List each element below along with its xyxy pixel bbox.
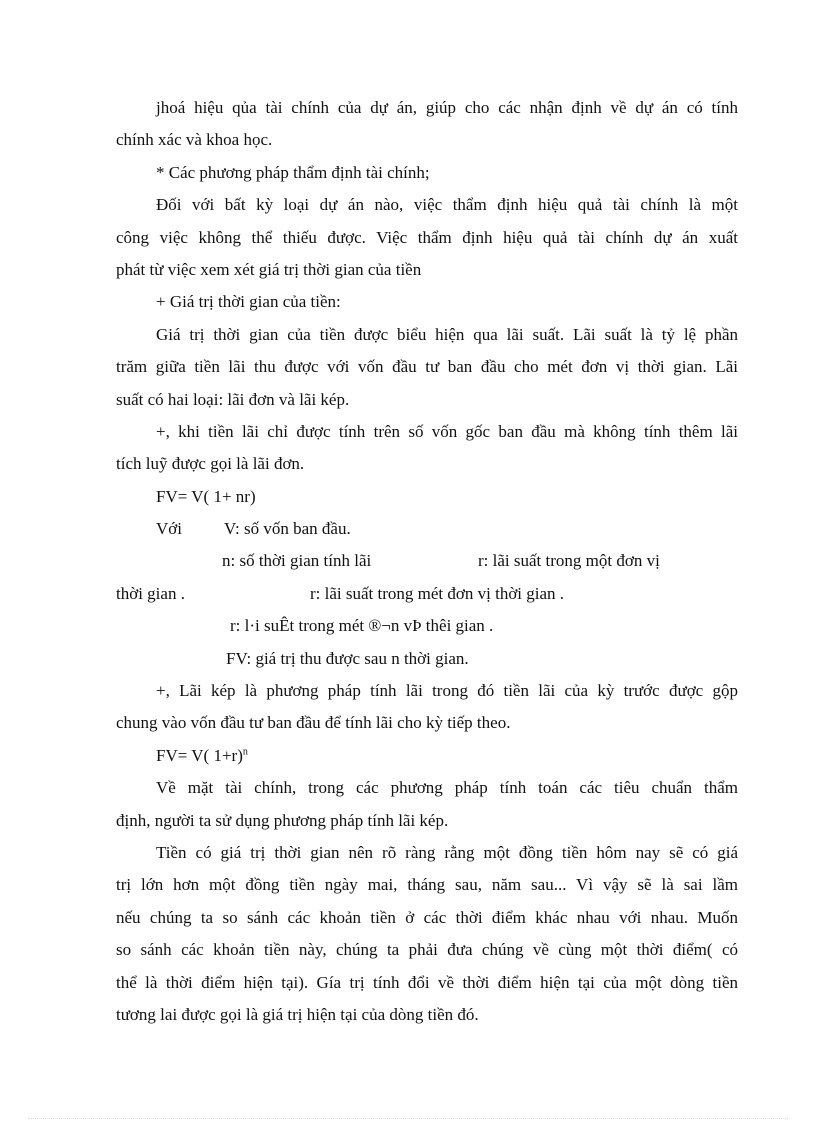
paragraph-line: thể là thời điểm hiện tại). Gía trị tính đổi về thời điểm hiện tại của một dòng tiền [116, 972, 738, 992]
paragraph-line: tương lai được gọi là giá trị hiện tại của dòng tiền đó. [116, 1004, 479, 1024]
section-heading: * Các phương pháp thẩm định tài chính; [156, 162, 430, 182]
variable-definition: V: số vốn ban đầu. [224, 519, 351, 539]
paragraph-line: +, Lãi kép là phương pháp tính lãi trong đó tiền lãi của kỳ trước được gộp [156, 681, 738, 701]
variable-definition-line [116, 513, 738, 545]
paragraph-line: Giá trị thời gian của tiền được biểu hiện qua lãi suất. Lãi suất là tỷ lệ phần [156, 324, 738, 344]
variable-definition-line [116, 610, 738, 642]
variable-definition: r: lãi suất trong mét đơn vị thời gian . [310, 583, 565, 603]
page-bottom-rule [28, 1118, 788, 1119]
paragraph-line: suất có hai loại: lãi đơn và lãi kép. [116, 389, 350, 409]
formula-exponent: n [242, 746, 248, 758]
variable-definition: r: lãi suất trong một đơn vị [478, 551, 660, 571]
variable-definition: thời gian . [116, 583, 185, 603]
paragraph-line: chung vào vốn đầu tư ban đầu để tính lãi cho kỳ tiếp theo. [116, 713, 511, 733]
variable-definition-line [116, 578, 738, 610]
paragraph-line: Đối với bất kỳ loại dự án nào, việc thẩm định hiệu quả tài chính là một [156, 195, 738, 215]
paragraph-line: Về mặt tài chính, trong các phương pháp tính toán các tiêu chuẩn thẩm [156, 778, 738, 798]
paragraph-line: Tiền có giá trị thời gian nên rõ ràng rằng một đồng tiền hôm nay sẽ có giá [156, 842, 738, 862]
variable-definition: FV: giá trị thu được sau n thời gian. [226, 648, 469, 668]
subsection-heading: + Giá trị thời gian của tiền: [156, 292, 341, 312]
paragraph-line: tích luỹ được gọi là lãi đơn. [116, 454, 305, 474]
paragraph-line: phát từ việc xem xét giá trị thời gian của tiền [116, 259, 422, 279]
formula-simple-interest: FV= V( 1+ nr) [156, 486, 256, 506]
formula-compound-interest [116, 740, 738, 772]
variable-definition-line [116, 545, 738, 577]
variable-label: Với [156, 519, 182, 539]
paragraph-line: trăm giữa tiền lãi thu được với vốn đầu tư ban đầu cho mét đơn vị thời gian. Lãi [116, 357, 738, 377]
paragraph-line: +, khi tiền lãi chỉ được tính trên số vốn gốc ban đầu mà không tính thêm lãi [156, 421, 738, 441]
text-body [116, 92, 738, 1031]
paragraph-line: chính xác và khoa học. [116, 130, 273, 150]
paragraph-line: công việc không thể thiếu được. Việc thẩm định hiệu quả tài chính dự án xuất [116, 227, 738, 247]
paragraph-line: jhoá hiệu qủa tài chính của dự án, giúp cho các nhận định về dự án có tính [156, 98, 738, 117]
paragraph-line: so sánh các khoản tiền này, chúng ta phải đưa chúng về cùng một thời điểm( có [116, 940, 738, 960]
paragraph-line: nếu chúng ta so sánh các khoản tiền ở các thời điểm khác nhau với nhau. Muốn [116, 907, 738, 927]
formula-base: FV= V( 1+r) [156, 745, 243, 765]
paragraph-line: định, người ta sử dụng phương pháp tính lãi kép. [116, 810, 449, 830]
variable-definition: n: số thời gian tính lãi [222, 551, 372, 571]
variable-definition-line [116, 643, 738, 675]
paragraph-line: trị lớn hơn một đồng tiền ngày mai, tháng sau, năm sau... Vì vậy sẽ là sai lầm [116, 875, 738, 895]
variable-definition: r: l·i suÊt trong mét ®¬n vÞ thêi gian . [230, 616, 494, 636]
